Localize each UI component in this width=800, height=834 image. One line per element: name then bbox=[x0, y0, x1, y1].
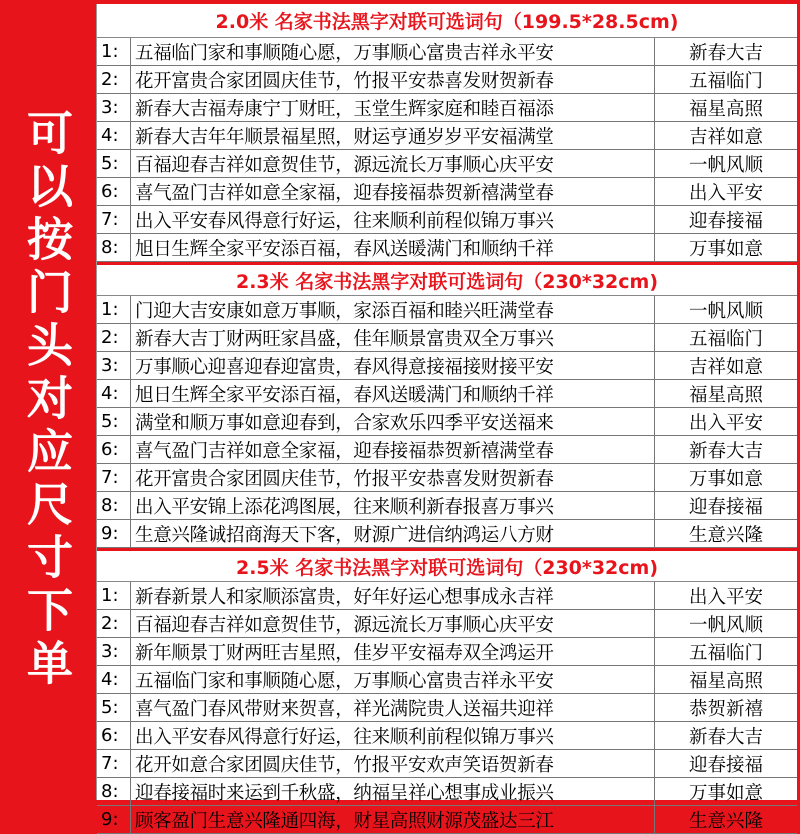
horizontal-scroll-text: 万事如意 bbox=[688, 468, 763, 490]
horizontal-scroll-text: 一帆风顺 bbox=[688, 154, 763, 176]
couplet-text: 百福迎春吉祥如意贺佳节，源远流长万事顺心庆平安 bbox=[131, 610, 655, 637]
row-number: 8: bbox=[97, 234, 131, 261]
horizontal-scroll-text: 五福临门 bbox=[688, 70, 763, 92]
horizontal-scroll-text: 五福临门 bbox=[688, 642, 763, 664]
couplet-text: 五福临门家和事顺随心愿，万事顺心富贵吉祥永平安 bbox=[131, 666, 655, 693]
couplet-row bbox=[97, 806, 797, 834]
row-number: 7: bbox=[97, 464, 131, 491]
couplet-text: 花开富贵合家团圆庆佳节，竹报平安恭喜发财贺新春 bbox=[131, 66, 655, 93]
horizontal-scroll-text: 一帆风顺 bbox=[688, 614, 763, 636]
couplet-row bbox=[97, 94, 797, 122]
couplet-text: 花开如意合家团圆庆佳节，竹报平安欢声笑语贺新春 bbox=[131, 750, 655, 777]
couplet-row bbox=[97, 380, 797, 408]
horizontal-scroll-text: 新春大吉 bbox=[688, 726, 763, 748]
couplet-text: 出入平安春风得意行好运，往来顺利前程似锦万事兴 bbox=[131, 722, 655, 749]
side-banner bbox=[0, 0, 94, 800]
row-number: 1: bbox=[97, 582, 131, 609]
couplet-row bbox=[97, 352, 797, 380]
couplet-text: 百福迎春吉祥如意贺佳节，源远流长万事顺心庆平安 bbox=[131, 150, 655, 177]
side-caption: 可以按门头对应尺寸下单 bbox=[20, 108, 74, 692]
row-number: 5: bbox=[97, 150, 131, 177]
horizontal-scroll-text: 五福临门 bbox=[688, 328, 763, 350]
couplet-text: 新春大吉福寿康宁丁财旺，玉堂生辉家庭和睦百福添 bbox=[131, 94, 655, 121]
row-number: 4: bbox=[97, 380, 131, 407]
couplet-row bbox=[97, 464, 797, 492]
horizontal-scroll-text: 福星高照 bbox=[688, 670, 763, 692]
couplet-text: 满堂和顺万事如意迎春到，合家欢乐四季平安送福来 bbox=[131, 408, 655, 435]
horizontal-scroll-text: 万事如意 bbox=[688, 782, 763, 804]
couplet-table bbox=[96, 4, 797, 832]
couplet-row bbox=[97, 122, 797, 150]
couplet-row bbox=[97, 750, 797, 778]
row-number: 8: bbox=[97, 492, 131, 519]
couplet-row bbox=[97, 638, 797, 666]
horizontal-scroll-text: 出入平安 bbox=[688, 412, 763, 434]
couplet-text: 旭日生辉全家平安添百福，春风送暖满门和顺纳千祥 bbox=[131, 234, 655, 261]
row-number: 9: bbox=[97, 520, 131, 547]
row-number: 2: bbox=[97, 324, 131, 351]
horizontal-scroll-text: 出入平安 bbox=[688, 182, 763, 204]
horizontal-scroll-text: 吉祥如意 bbox=[688, 356, 763, 378]
row-number: 6: bbox=[97, 722, 131, 749]
couplet-text: 顾客盈门生意兴隆通四海，财星高照财源茂盛达三江 bbox=[131, 806, 655, 833]
row-number: 2: bbox=[97, 66, 131, 93]
row-number: 6: bbox=[97, 178, 131, 205]
row-number: 3: bbox=[97, 352, 131, 379]
couplet-row bbox=[97, 694, 797, 722]
horizontal-scroll-text: 生意兴隆 bbox=[688, 810, 763, 832]
row-number: 1: bbox=[97, 296, 131, 323]
couplet-text: 旭日生辉全家平安添百福，春风送暖满门和顺纳千祥 bbox=[131, 380, 655, 407]
couplet-row bbox=[97, 178, 797, 206]
horizontal-scroll-text: 迎春接福 bbox=[688, 754, 763, 776]
couplet-text: 万事顺心迎喜迎春迎富贵，春风得意接福接财接平安 bbox=[131, 352, 655, 379]
couplet-text: 新年顺景丁财两旺吉星照，佳岁平安福寿双全鸿运开 bbox=[131, 638, 655, 665]
row-number: 4: bbox=[97, 122, 131, 149]
horizontal-scroll-text: 福星高照 bbox=[688, 98, 763, 120]
couplet-row bbox=[97, 150, 797, 178]
couplet-row bbox=[97, 38, 797, 66]
couplet-row bbox=[97, 778, 797, 806]
couplet-row bbox=[97, 296, 797, 324]
couplet-row bbox=[97, 582, 797, 610]
couplet-text: 新春大吉丁财两旺家昌盛，佳年顺景富贵双全万事兴 bbox=[131, 324, 655, 351]
couplet-text: 喜气盈门春风带财来贺喜，祥光满院贵人送福共迎祥 bbox=[131, 694, 655, 721]
couplet-row bbox=[97, 520, 797, 548]
horizontal-scroll-text: 万事如意 bbox=[688, 238, 763, 260]
section-title: 2.5米 名家书法黑字对联可选词句（230*32cm) bbox=[97, 548, 797, 582]
horizontal-scroll-text: 一帆风顺 bbox=[688, 300, 763, 322]
horizontal-scroll-text: 生意兴隆 bbox=[688, 524, 763, 546]
couplet-text: 生意兴隆诚招商海天下客，财源广进信纳鸿运八方财 bbox=[131, 520, 655, 547]
row-number: 7: bbox=[97, 750, 131, 777]
couplet-text: 喜气盈门吉祥如意全家福，迎春接福恭贺新禧满堂春 bbox=[131, 436, 655, 463]
horizontal-scroll-text: 迎春接福 bbox=[688, 496, 763, 518]
couplet-row bbox=[97, 610, 797, 638]
horizontal-scroll-text: 吉祥如意 bbox=[688, 126, 763, 148]
couplet-text: 五福临门家和事顺随心愿，万事顺心富贵吉祥永平安 bbox=[131, 38, 655, 65]
couplet-row bbox=[97, 666, 797, 694]
horizontal-scroll-text: 新春大吉 bbox=[688, 440, 763, 462]
row-number: 4: bbox=[97, 666, 131, 693]
couplet-row bbox=[97, 722, 797, 750]
horizontal-scroll-text: 恭贺新禧 bbox=[688, 698, 763, 720]
row-number: 5: bbox=[97, 408, 131, 435]
couplet-row bbox=[97, 492, 797, 520]
section-title: 2.3米 名家书法黑字对联可选词句（230*32cm) bbox=[97, 262, 797, 296]
row-number: 1: bbox=[97, 38, 131, 65]
couplet-text: 新春新景人和家顺添富贵，好年好运心想事成永吉祥 bbox=[131, 582, 655, 609]
couplet-row bbox=[97, 324, 797, 352]
horizontal-scroll-text: 出入平安 bbox=[688, 586, 763, 608]
couplet-text: 出入平安春风得意行好运，往来顺利前程似锦万事兴 bbox=[131, 206, 655, 233]
couplet-text: 门迎大吉安康如意万事顺，家添百福和睦兴旺满堂春 bbox=[131, 296, 655, 323]
couplet-row bbox=[97, 408, 797, 436]
horizontal-scroll-text: 迎春接福 bbox=[688, 210, 763, 232]
couplet-row bbox=[97, 234, 797, 262]
row-number: 2: bbox=[97, 610, 131, 637]
row-number: 7: bbox=[97, 206, 131, 233]
row-number: 5: bbox=[97, 694, 131, 721]
row-number: 3: bbox=[97, 94, 131, 121]
couplet-text: 喜气盈门吉祥如意全家福，迎春接福恭贺新禧满堂春 bbox=[131, 178, 655, 205]
couplet-text: 花开富贵合家团圆庆佳节，竹报平安恭喜发财贺新春 bbox=[131, 464, 655, 491]
couplet-row bbox=[97, 206, 797, 234]
horizontal-scroll-text: 新春大吉 bbox=[688, 42, 763, 64]
section-title: 2.0米 名家书法黑字对联可选词句（199.5*28.5cm) bbox=[97, 4, 797, 38]
horizontal-scroll-text: 福星高照 bbox=[688, 384, 763, 406]
couplet-row bbox=[97, 66, 797, 94]
row-number: 8: bbox=[97, 778, 131, 805]
couplet-text: 出入平安锦上添花鸿图展，往来顺利新春报喜万事兴 bbox=[131, 492, 655, 519]
couplet-row bbox=[97, 436, 797, 464]
row-number: 3: bbox=[97, 638, 131, 665]
couplet-text: 新春大吉年年顺景福星照，财运亨通岁岁平安福满堂 bbox=[131, 122, 655, 149]
row-number: 9: bbox=[97, 806, 131, 833]
row-number: 6: bbox=[97, 436, 131, 463]
couplet-text: 迎春接福时来运到千秋盛，纳福呈祥心想事成业振兴 bbox=[131, 778, 655, 805]
